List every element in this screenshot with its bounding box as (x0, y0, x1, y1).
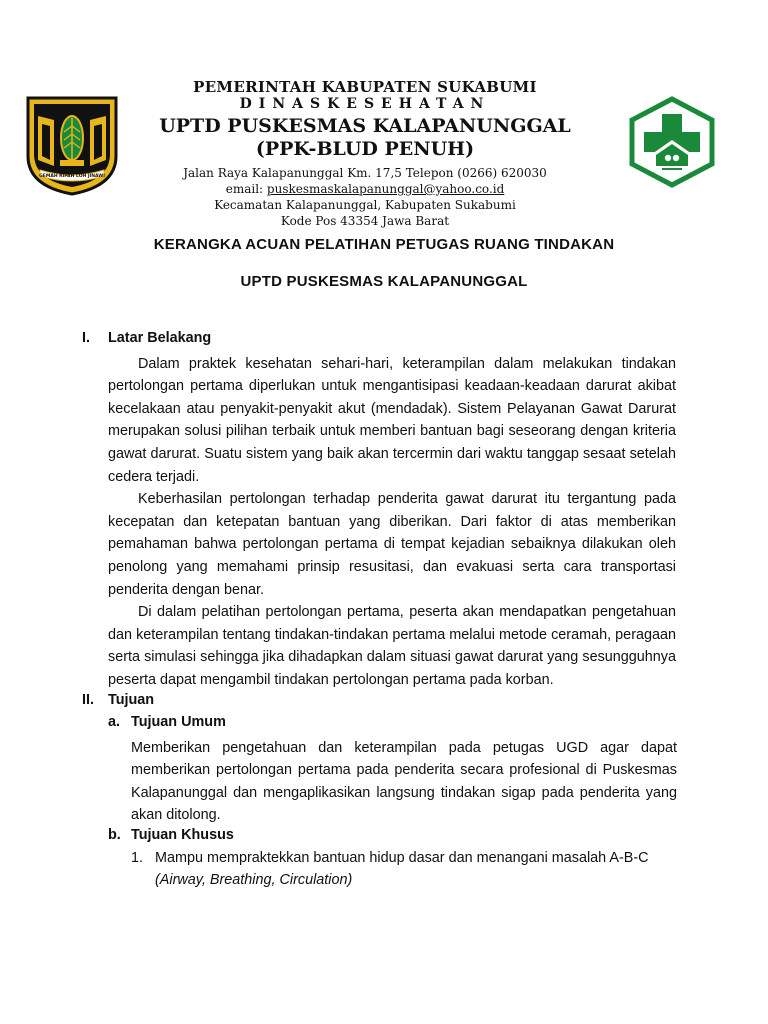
emblem-motto: GEMAH RIPAH LOH JINAWI (39, 174, 105, 179)
paragraph: Memberikan pengetahuan dan keterampilan pada petugas UGD agar dapat memberikan pertolongan pertama pada penderita secara profesional di Puskesmas Kalapanunggal dan mengaplikasikan langsung tindakan sigap pada penderita yang akan ditolong. (131, 739, 677, 824)
letterhead (0, 74, 768, 228)
subsection-heading (0, 827, 768, 850)
subsection-title: Tujuan Khusus (131, 827, 234, 844)
section-heading (0, 692, 768, 715)
list-item (0, 850, 768, 873)
subsection-number: a. (108, 714, 121, 731)
paragraph: Dalam praktek kesehatan sehari-hari, keterampilan dalam melakukan tindakan pertolongan pertama diperlukan untuk mengantisipasi keadaan-keadaan darurat akibat kecelakaan atau penyakit-penyakit akut (mendadak). Sistem Pelayanan Gawat Darurat merupakan solusi pilihan terbaik untuk memberi bantuan bagi seseorang dengan kriteria gawat darurat. Suatu sistem yang baik akan tercermin dari waktu tanggap sesaat setelah cedera terjadi. (108, 355, 676, 485)
list-item-note (0, 872, 768, 895)
government-name: PEMERINTAH KABUPATEN SUKABUMI (193, 78, 537, 96)
section-title: Latar Belakang (108, 330, 212, 346)
email-link[interactable]: puskesmaskalapanunggal@yahoo.co.id (266, 182, 505, 196)
document-body (0, 330, 768, 895)
section-title: Tujuan (108, 691, 155, 708)
paragraph: Keberhasilan pertolongan terhadap penderita gawat darurat itu tergantung pada kecepatan dan ketepatan bantuan yang diberikan. Dari faktor di atas memberikan pemahaman bahwa pertolongan pertama di tempat kejadian sebaiknya dilakukan oleh penolong yang memahami prinsip resusitasi, dan evakuasi serta cara transportasi penderita dengan benar. (108, 491, 676, 598)
department-name: DINASKESEHATAN (239, 96, 491, 112)
list-number: 1. (131, 849, 144, 866)
institution-status: (PPK-BLUD PENUH) (255, 138, 475, 160)
subsection-heading (0, 714, 768, 737)
document-subtitle: UPTD PUSKESMAS KALAPANUNGGAL (240, 273, 528, 290)
section-heading (0, 330, 768, 353)
postal-line: Kode Pos 43354 Jawa Barat (280, 214, 450, 228)
kecamatan-line: Kecamatan Kalapanunggal, Kabupaten Sukabumi (214, 198, 516, 212)
letterhead-text (140, 78, 590, 229)
list-note: (Airway, Breathing, Circulation) (155, 872, 353, 889)
address-line: Jalan Raya Kalapanunggal Km. 17,5 Telepon (0266) 620030 (183, 166, 547, 180)
paragraph: Di dalam pelatihan pertolongan pertama, peserta akan mendapatkan pengetahuan dan keterampilan tentang tindakan-tindakan pertama melalui metode ceramah, peragaan serta simulasi sehingga jika dihadapkan dalam situasi gawat darurat yang sesungguhnya peserta dapat mengambil tindakan pertolongan pertama pada korban. (108, 604, 676, 688)
subsection-title: Tujuan Umum (131, 714, 226, 731)
document-title: KERANGKA ACUAN PELATIHAN PETUGAS RUANG TINDAKAN (153, 236, 615, 253)
kabupaten-sukabumi-emblem-icon (24, 94, 120, 196)
section-number: II. (82, 691, 94, 708)
institution-name: UPTD PUSKESMAS KALAPANUNGGAL (159, 115, 571, 137)
puskesmas-logo-icon (626, 96, 718, 188)
email-line (140, 181, 590, 197)
list-text: Mampu mempraktekkan bantuan hidup dasar dan menangani masalah A-B-C (155, 849, 649, 866)
email-label: email: (225, 182, 264, 196)
subsection-number: b. (108, 827, 121, 844)
section-number: I. (82, 330, 90, 346)
